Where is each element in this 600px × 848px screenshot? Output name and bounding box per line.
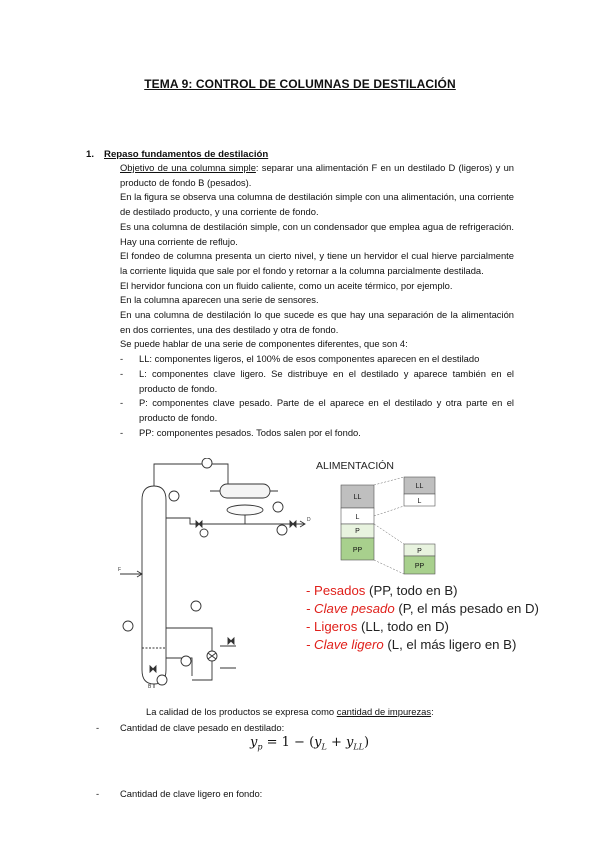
formula: $y_p = 1 - (y_L + y_{LL})$ bbox=[250, 735, 370, 752]
list-item: - Cantidad de clave pesado en destilado: bbox=[96, 722, 285, 733]
quality-term: cantidad de impurezas bbox=[336, 706, 432, 717]
column-schematic bbox=[120, 458, 305, 688]
top-block-ll-label: LL bbox=[415, 483, 424, 490]
paragraph: El hervidor funciona con un fluido caliente, como un aceite térmico, por ejemplo. bbox=[120, 279, 453, 291]
quality-statement: La calidad de los productos se expresa como cantidad de impurezas: bbox=[146, 706, 434, 717]
distillate-label: D bbox=[307, 517, 311, 523]
pc-instrument-icon bbox=[169, 491, 179, 501]
legend bbox=[306, 582, 539, 654]
bottom-block-pp-label: PP bbox=[414, 563, 425, 570]
lc-bottom-instrument-icon bbox=[123, 621, 133, 631]
list-item: - PP: componentes pesados. Todos salen por el fondo. bbox=[120, 426, 361, 438]
legend-item-pesados: - Pesados (PP, todo en B) bbox=[306, 583, 458, 598]
section-heading bbox=[86, 149, 268, 160]
paragraph: Se puede hablar de una serie de componentes diferentes, que son 4: bbox=[120, 338, 408, 350]
top-block-l-label: L bbox=[417, 498, 422, 505]
ac-instrument-icon bbox=[277, 525, 287, 535]
reflux-drum bbox=[227, 505, 263, 515]
paragraph: En la columna aparecen una serie de sensores. bbox=[120, 294, 319, 306]
split-connectors bbox=[374, 477, 404, 574]
body-text bbox=[120, 161, 514, 440]
valve-icon bbox=[196, 521, 202, 527]
feed-label: F bbox=[118, 567, 122, 573]
paragraph-objective bbox=[120, 161, 514, 190]
fc-instrument-icon bbox=[202, 458, 212, 468]
bottoms-label: B bbox=[148, 684, 152, 688]
condenser bbox=[220, 484, 270, 498]
ac-bottom-instrument-icon bbox=[157, 675, 167, 685]
block-ll-label: LL bbox=[353, 494, 362, 501]
paragraph: El fondeo de columna presenta un cierto nivel, y tiene un hervidor el cual hierve parcialmente la corriente liquida que sale por el fondo y retornar a la columna parcialmente destilada. bbox=[120, 250, 514, 276]
legend-item-ligeros: - Ligeros (LL, todo en D) bbox=[306, 619, 449, 634]
block-pp-label: PP bbox=[352, 547, 363, 554]
paragraph: En una columna de destilación lo que sucede es que hay una separación de la alimentación en dos corrientes, una des destilado y otra de fondo. bbox=[120, 309, 514, 335]
legend-item-clave-pesado: - Clave pesado (P, el más pesado en D) bbox=[306, 601, 539, 616]
fc-bottom-instrument-icon bbox=[181, 656, 191, 666]
objective-label: Objetivo de una columna simple bbox=[120, 162, 256, 173]
valve-icon bbox=[228, 638, 234, 644]
legend-item-clave-ligero: - Clave ligero (L, el más ligero en B) bbox=[306, 637, 517, 652]
tc-instrument-icon bbox=[191, 601, 201, 611]
block-p-label: P bbox=[355, 528, 360, 535]
page-title: TEMA 9: CONTROL DE COLUMNAS DE DESTILACIÓN bbox=[144, 77, 456, 91]
list-item: - P: componentes clave pesado. Parte de el aparece en el destilado y otra parte en el producto de fondo. bbox=[120, 397, 514, 423]
list-item: - LL: componentes ligeros, el 100% de esos componentes aparecen en el destilado bbox=[120, 353, 480, 365]
valve-icon bbox=[290, 521, 296, 527]
flow-element-icon bbox=[200, 529, 208, 537]
column-vessel bbox=[142, 486, 166, 684]
objective-text: : separar una alimentación F en un destilado D (ligeros) y un producto de fondo B (pesados). bbox=[120, 162, 514, 188]
alimentacion-title: ALIMENTACIÓN bbox=[316, 460, 394, 472]
lc-instrument-icon bbox=[273, 502, 283, 512]
paragraph: En la figura se observa una columna de destilación simple con una alimentación, una corriente de destilado producto, y una corriente de fondo. bbox=[120, 191, 514, 218]
bottom-block-p-label: P bbox=[417, 548, 422, 555]
section-number: 1. bbox=[86, 149, 95, 160]
block-l-label: L bbox=[355, 514, 360, 521]
list-item: - Cantidad de clave ligero en fondo: bbox=[96, 788, 263, 799]
paragraph: Es una columna de destilación simple, con un condensador que emplea agua de refrigeración. Hay una corriente de reflujo. bbox=[120, 220, 514, 247]
list-item: - L: componentes clave ligero. Se distribuye en el destilado y aparece también en el producto de fondo. bbox=[120, 367, 514, 394]
section-title: Repaso fundamentos de destilación bbox=[104, 149, 269, 160]
